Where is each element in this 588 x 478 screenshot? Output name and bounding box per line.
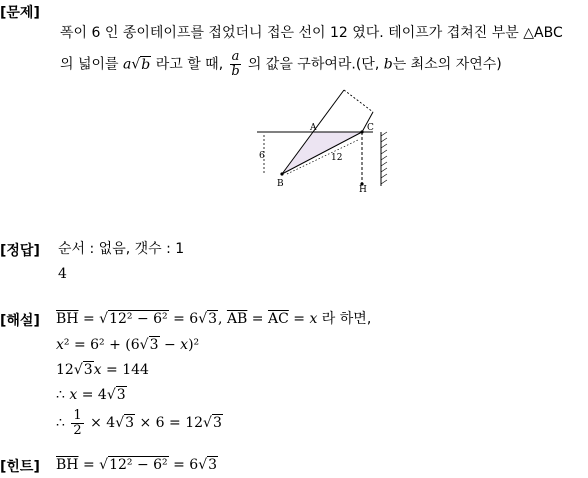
point-c [360,130,363,133]
solution-label: [해설] [0,313,40,329]
label-b: B [277,179,284,189]
point-b [280,172,283,175]
label-h: H [359,185,367,192]
solution-line-1: $\overline{BH} = √12^2 - 6^2 = 6√3$, $\overline{AB} = \overline{AC} = x$ 라 하면, [56,311,372,327]
problem-fraction: $\frac{a}{b}$ [231,49,240,79]
label-length-12: 12 [331,153,343,163]
problem-line-2: 의 넓이를 a√b 라고 할 때, $\frac{a}{b}$ 의 값을 구하여라.(단, b는 최소의 자연수) [60,49,502,79]
problem-line-1: 폭이 6 인 종이테이프를 접었더니 접은 선이 12 였다. 테이프가 겹쳐진 부분 △ABC [60,25,563,41]
answer-label: [정답] [0,243,40,259]
solution-line-3: 12√3x = 144 [56,362,149,378]
hint-line: $\overline{BH} = √12^2 - 6^2 = 6√3$ [56,457,218,473]
solution-line-2: x² = 6² + (6√3 − x)² [56,337,200,353]
solution-line-5: ∴ $\frac{1}{2}$ × 4√3 × 6 = 12√3 [56,407,222,438]
flap-end-edge [344,90,373,112]
solution-line-4: ∴ x = 4√3 [56,387,126,403]
answer-meta: 순서 : 없음, 갯수 : 1 [58,241,185,257]
folded-tape-figure [255,88,395,192]
label-width-6: 6 [259,151,265,161]
hatching [381,132,387,184]
hint-label: [힌트] [0,459,40,475]
label-a: A [310,123,317,133]
half-fraction: $\frac{1}{2}$ [73,407,82,438]
answer-value: 4 [58,266,67,282]
problem-label: [문제] [0,5,40,21]
label-c: C [367,123,374,133]
